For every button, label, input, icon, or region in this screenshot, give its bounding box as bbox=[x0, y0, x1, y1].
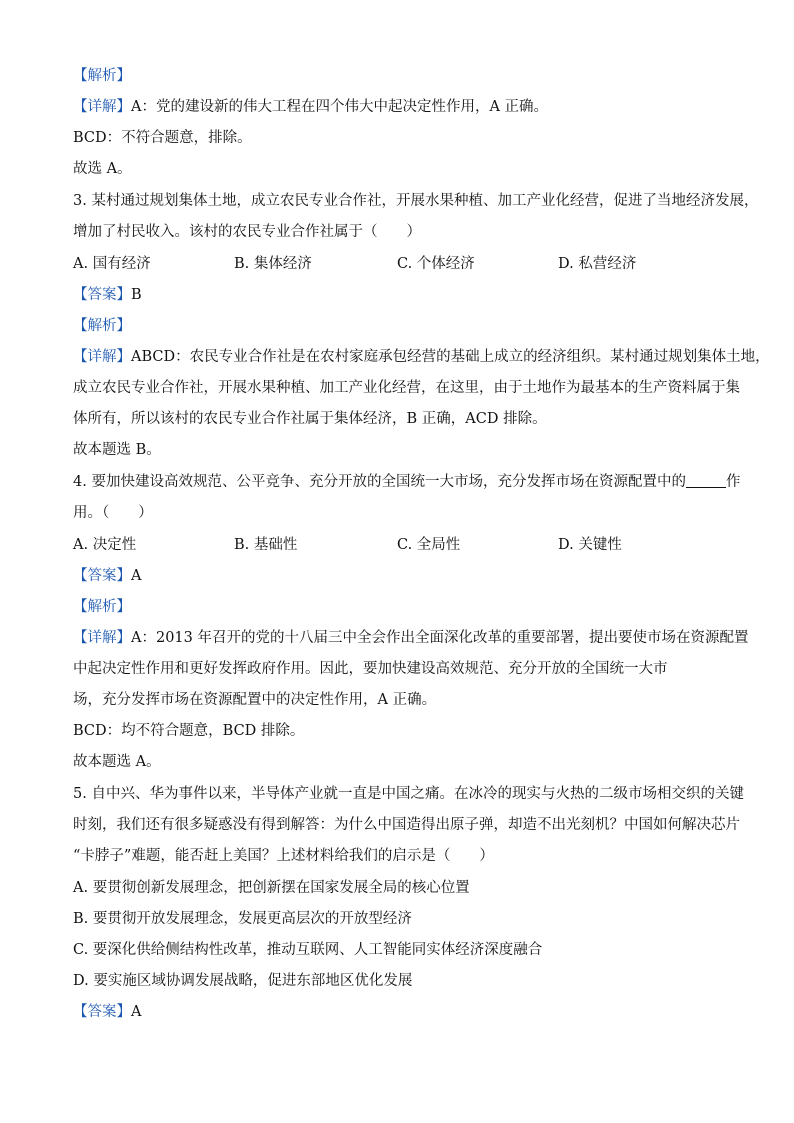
bcd-text: BCD：均不符合题意，BCD 排除。 bbox=[73, 723, 305, 739]
answer-tag: 【答案】 bbox=[73, 287, 131, 303]
analysis-tag: 【解析】 bbox=[73, 68, 131, 84]
answer-value: B bbox=[131, 287, 142, 303]
fill-blank bbox=[686, 473, 726, 488]
answer-line bbox=[73, 566, 141, 586]
stem-text-end: 作 bbox=[725, 474, 741, 490]
option-d: D. 关键性 bbox=[558, 537, 622, 553]
detail-text-line2: 成立农民专业合作社，开展水果种植、加工产业化经营，在这里，由于土地作为最基本的生产资料属于集 bbox=[73, 380, 740, 396]
analysis-tag: 【解析】 bbox=[73, 318, 131, 334]
option-c: C. 个体经济 bbox=[397, 256, 475, 272]
option-d: D. 要实施区域协调发展战略，促进东部地区优化发展 bbox=[73, 973, 413, 989]
question-3-stem-line2: 增加了村民收入。该村的农民专业合作社属于（ ） bbox=[73, 224, 421, 240]
option-b: B. 要贯彻开放发展理念，发展更高层次的开放型经济 bbox=[73, 911, 412, 927]
conclusion: 故选 A。 bbox=[73, 161, 132, 177]
analysis-tag: 【解析】 bbox=[73, 599, 131, 615]
question-5-stem-line1: 5. 自中兴、华为事件以来，半导体产业就一直是中国之痛。在冰冷的现实与火热的二级市场相交织的关键 bbox=[73, 786, 744, 802]
answer-line bbox=[73, 1002, 141, 1022]
question-5-stem-line3: “卡脖子”难题，能否赶上美国？上述材料给我们的启示是（ ） bbox=[73, 848, 494, 864]
option-d: D. 私营经济 bbox=[558, 256, 637, 272]
question-4-stem-line1 bbox=[73, 472, 740, 492]
answer-value: A bbox=[131, 1004, 142, 1020]
conclusion: 故本题选 A。 bbox=[73, 754, 161, 770]
detail-text: A：党的建设新的伟大工程在四个伟大中起决定性作用，A 正确。 bbox=[131, 99, 549, 115]
conclusion: 故本题选 B。 bbox=[73, 442, 161, 458]
detail-text-line2: 中起决定性作用和更好发挥政府作用。因此，要加快建设高效规范、充分开放的全国统一大市 bbox=[73, 661, 668, 677]
option-a: A. 要贯彻创新发展理念，把创新摆在国家发展全局的核心位置 bbox=[73, 880, 470, 896]
option-c: C. 要深化供给侧结构性改革，推动互联网、人工智能同实体经济深度融合 bbox=[73, 942, 543, 958]
detail-paragraph bbox=[73, 97, 548, 117]
detail-tag: 【详解】 bbox=[73, 349, 131, 365]
option-b: B. 基础性 bbox=[234, 537, 298, 553]
option-b: B. 集体经济 bbox=[234, 256, 312, 272]
stem-text: 4. 要加快建设高效规范、公平竞争、充分开放的全国统一大市场，充分发挥市场在资源配置中的 bbox=[73, 474, 686, 490]
detail-paragraph bbox=[73, 347, 770, 367]
question-3-stem-line1: 3. 某村通过规划集体土地，成立农民专业合作社，开展水果种植、加工产业化经营，促进了当地经济发展， bbox=[73, 193, 759, 209]
detail-tag: 【详解】 bbox=[73, 99, 131, 115]
answer-line bbox=[73, 285, 142, 305]
detail-tag: 【详解】 bbox=[73, 630, 131, 646]
detail-text: ABCD：农民专业合作社是在农村家庭承包经营的基础上成立的经济组织。某村通过规划集体土地， bbox=[131, 349, 770, 365]
question-5-stem-line2: 时刻，我们还有很多疑惑没有得到解答：为什么中国造得出原子弹，却造不出光刻机？中国如何解决芯片 bbox=[73, 817, 740, 833]
question-4-stem-line2: 用。（ ） bbox=[73, 505, 153, 521]
bcd-text: BCD：不符合题意，排除。 bbox=[73, 130, 252, 146]
option-a: A. 决定性 bbox=[73, 537, 137, 553]
detail-text-line3: 体所有，所以该村的农民专业合作社属于集体经济，B 正确，ACD 排除。 bbox=[73, 411, 547, 427]
detail-text: A：2013 年召开的党的十八届三中全会作出全面深化改革的重要部署，提出要使市场在资源配置 bbox=[131, 630, 749, 646]
answer-value: A bbox=[131, 568, 142, 584]
answer-tag: 【答案】 bbox=[73, 1004, 131, 1020]
option-a: A. 国有经济 bbox=[73, 256, 151, 272]
answer-tag: 【答案】 bbox=[73, 568, 131, 584]
detail-text-line3: 场，充分发挥市场在资源配置中的决定性作用，A 正确。 bbox=[73, 692, 437, 708]
option-c: C. 全局性 bbox=[397, 537, 461, 553]
detail-paragraph bbox=[73, 628, 748, 648]
